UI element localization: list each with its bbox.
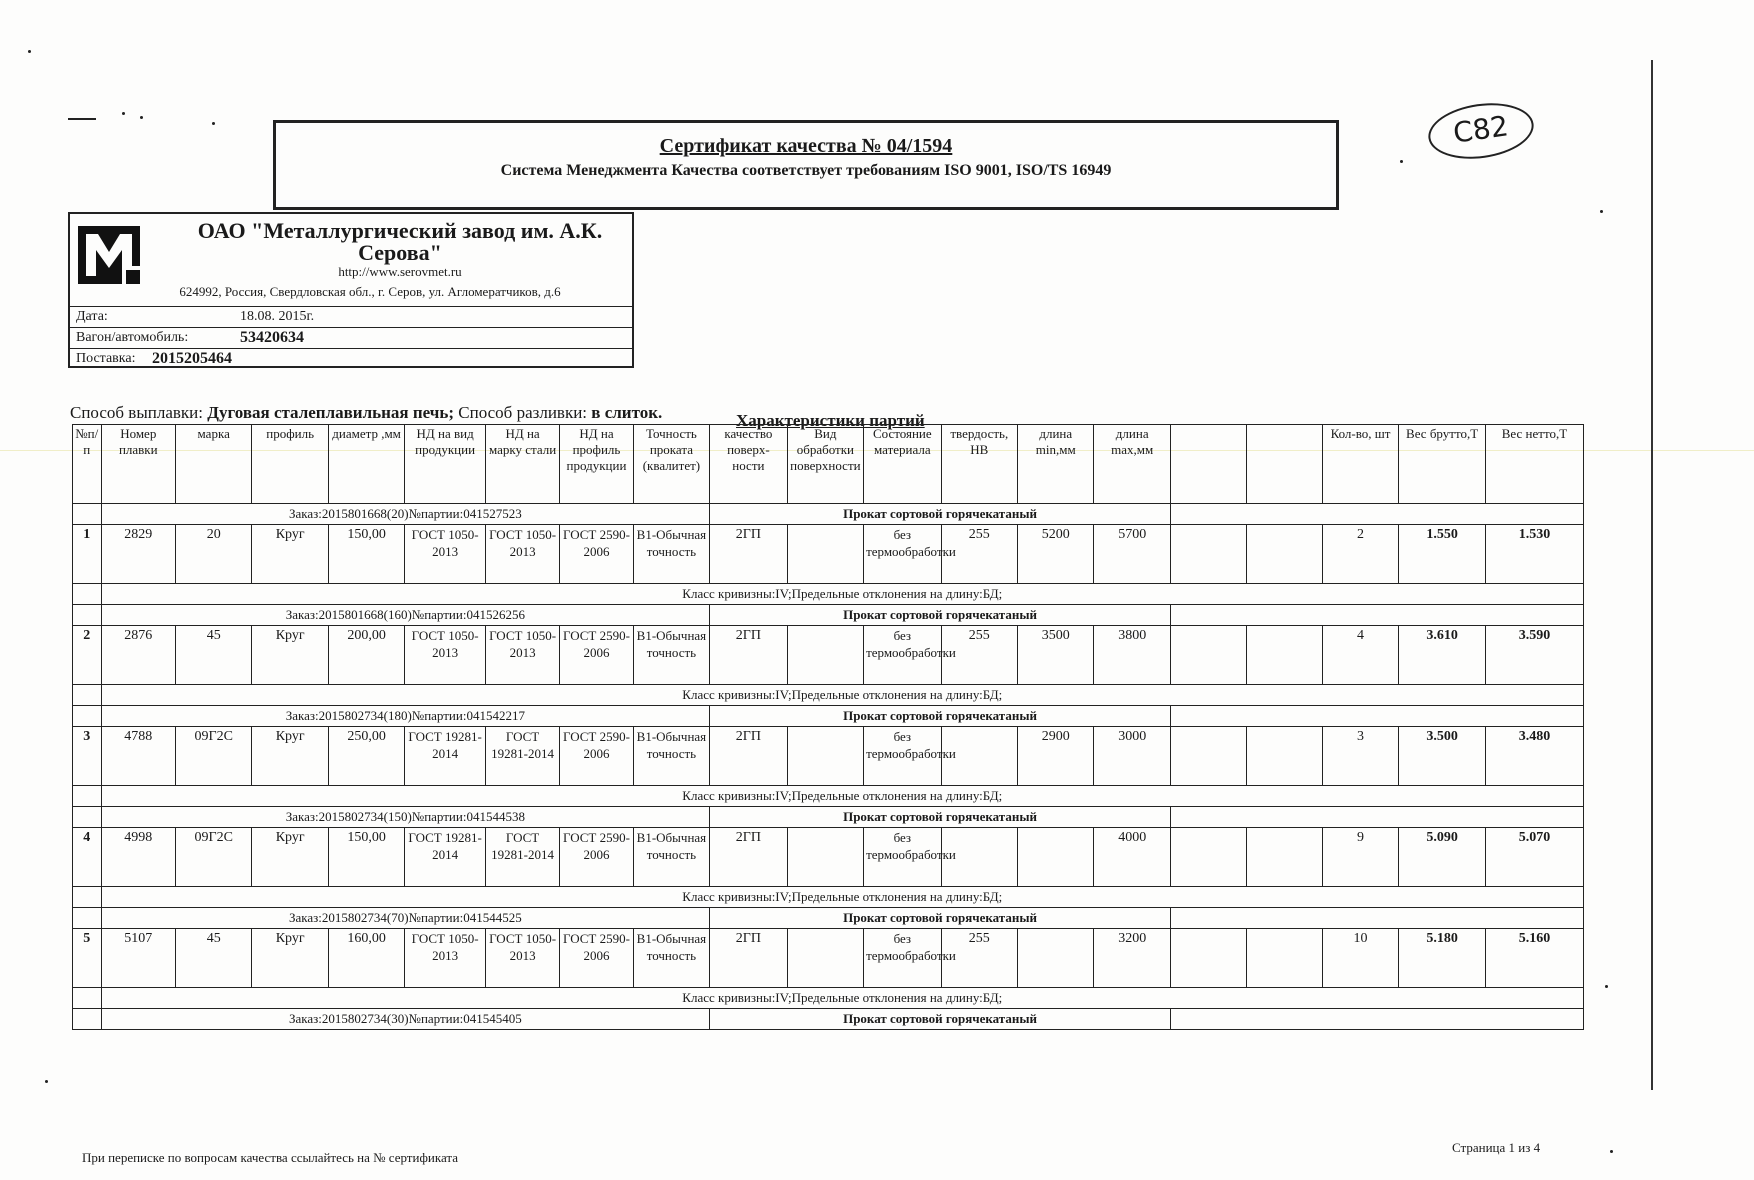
cell-qty: 9 bbox=[1322, 828, 1398, 887]
column-header: Вес нетто,Т bbox=[1485, 425, 1583, 504]
cell-accuracy: В1-Обычная точность bbox=[633, 929, 709, 988]
cell-nd-product: ГОСТ 1050-2013 bbox=[405, 929, 486, 988]
order-row bbox=[73, 504, 1584, 525]
curvature-note: Класс кривизны:IV;Предельные отклонения на длину:БД; bbox=[101, 887, 1583, 908]
cell-gross: 3.500 bbox=[1399, 727, 1486, 786]
scan-mark bbox=[122, 112, 125, 115]
cell-qty: 4 bbox=[1322, 626, 1398, 685]
cell-n: 2 bbox=[73, 626, 102, 685]
cell-state: без термообработки bbox=[864, 626, 941, 685]
smelt-value: Дуговая сталеплавильная печь; bbox=[207, 403, 455, 422]
cell-nd-product: ГОСТ 1050-2013 bbox=[405, 525, 486, 584]
cell-net: 3.480 bbox=[1485, 727, 1583, 786]
cell-profile: Круг bbox=[252, 525, 328, 584]
cell-nd-profile: ГОСТ 2590-2006 bbox=[560, 828, 633, 887]
order-number: Заказ:2015801668(20)№партии:041527523 bbox=[101, 504, 710, 525]
cell-len-min bbox=[1018, 929, 1094, 988]
cell-nd-profile: ГОСТ 2590-2006 bbox=[560, 727, 633, 786]
order-row bbox=[73, 605, 1584, 626]
cell-len-min: 3500 bbox=[1018, 626, 1094, 685]
cell-diameter: 160,00 bbox=[328, 929, 404, 988]
company-block bbox=[68, 212, 634, 368]
cell-empty bbox=[1170, 929, 1246, 988]
column-header: твердость, НВ bbox=[941, 425, 1017, 504]
cell-accuracy: В1-Обычная точность bbox=[633, 727, 709, 786]
column-header: длина min,мм bbox=[1018, 425, 1094, 504]
note-spacer bbox=[73, 887, 102, 908]
curvature-note: Класс кривизны:IV;Предельные отклонения на длину:БД; bbox=[101, 685, 1583, 706]
cell-heat: 4788 bbox=[101, 727, 175, 786]
cell-empty bbox=[1170, 727, 1246, 786]
order-row bbox=[73, 1009, 1584, 1030]
cell-empty bbox=[1247, 828, 1322, 887]
cell-surface: 2ГП bbox=[710, 929, 787, 988]
cell-nd-steel: ГОСТ 1050-2013 bbox=[485, 626, 559, 685]
column-header: НД на вид продукции bbox=[405, 425, 486, 504]
batch-table bbox=[72, 424, 1584, 1030]
order-spacer bbox=[73, 706, 102, 727]
company-address: 624992, Россия, Свердловская обл., г. Серов, ул. Агломератчиков, д.6 bbox=[179, 284, 561, 299]
cell-n: 4 bbox=[73, 828, 102, 887]
cell-grade: 45 bbox=[175, 929, 251, 988]
cell-diameter: 150,00 bbox=[328, 828, 404, 887]
cast-label: Способ разливки: bbox=[458, 403, 588, 422]
table-row bbox=[73, 828, 1584, 887]
order-number: Заказ:2015801668(160)№партии:041526256 bbox=[101, 605, 710, 626]
cell-diameter: 150,00 bbox=[328, 525, 404, 584]
cell-treatment bbox=[787, 929, 863, 988]
handwritten-stamp: С82 bbox=[1425, 97, 1537, 165]
order-spacer bbox=[1170, 807, 1583, 828]
cell-nd-profile: ГОСТ 2590-2006 bbox=[560, 525, 633, 584]
company-logo-icon bbox=[78, 226, 140, 284]
production-method bbox=[70, 403, 662, 423]
order-spacer bbox=[1170, 908, 1583, 929]
cell-surface: 2ГП bbox=[710, 626, 787, 685]
order-number: Заказ:2015802734(30)№партии:041545405 bbox=[101, 1009, 710, 1030]
table-row bbox=[73, 525, 1584, 584]
cell-empty bbox=[1170, 828, 1246, 887]
date-value: 18.08. 2015г. bbox=[240, 309, 315, 324]
cell-qty: 3 bbox=[1322, 727, 1398, 786]
cell-surface: 2ГП bbox=[710, 525, 787, 584]
cell-profile: Круг bbox=[252, 626, 328, 685]
cell-gross: 1.550 bbox=[1399, 525, 1486, 584]
note-spacer bbox=[73, 685, 102, 706]
scan-mark bbox=[140, 116, 143, 119]
cell-state: без термообработки bbox=[864, 525, 941, 584]
cell-nd-product: ГОСТ 1050-2013 bbox=[405, 626, 486, 685]
note-row bbox=[73, 988, 1584, 1009]
product-type: Прокат сортовой горячекатаный bbox=[710, 504, 1171, 525]
table-row bbox=[73, 626, 1584, 685]
order-spacer bbox=[1170, 1009, 1583, 1030]
product-type: Прокат сортовой горячекатаный bbox=[710, 807, 1171, 828]
cell-n: 5 bbox=[73, 929, 102, 988]
order-row bbox=[73, 908, 1584, 929]
certificate-header bbox=[273, 120, 1339, 210]
cell-profile: Круг bbox=[252, 828, 328, 887]
cell-net: 3.590 bbox=[1485, 626, 1583, 685]
order-spacer bbox=[73, 807, 102, 828]
delivery-row bbox=[70, 348, 632, 369]
cell-state: без термообработки bbox=[864, 828, 941, 887]
page-edge bbox=[1651, 60, 1653, 1090]
cell-treatment bbox=[787, 626, 863, 685]
scan-mark bbox=[1400, 160, 1403, 163]
column-header: Вес брутто,Т bbox=[1399, 425, 1486, 504]
curvature-note: Класс кривизны:IV;Предельные отклонения на длину:БД; bbox=[101, 786, 1583, 807]
curvature-note: Класс кривизны:IV;Предельные отклонения на длину:БД; bbox=[101, 584, 1583, 605]
scan-mark bbox=[1605, 985, 1608, 988]
cell-accuracy: В1-Обычная точность bbox=[633, 828, 709, 887]
order-number: Заказ:2015802734(70)№партии:041544525 bbox=[101, 908, 710, 929]
order-number: Заказ:2015802734(150)№партии:041544538 bbox=[101, 807, 710, 828]
note-spacer bbox=[73, 988, 102, 1009]
cell-hardness: 255 bbox=[941, 525, 1017, 584]
certificate-subtitle: Система Менеджмента Качества соответствует требованиям ISO 9001, ISO/TS 16949 bbox=[500, 162, 1112, 179]
cell-nd-product: ГОСТ 19281-2014 bbox=[405, 828, 486, 887]
cell-accuracy: В1-Обычная точность bbox=[633, 525, 709, 584]
product-type: Прокат сортовой горячекатаный bbox=[710, 908, 1171, 929]
cell-nd-steel: ГОСТ 1050-2013 bbox=[485, 929, 559, 988]
date-label: Дата: bbox=[76, 309, 108, 324]
cell-len-max: 3800 bbox=[1094, 626, 1170, 685]
wagon-label: Вагон/автомобиль: bbox=[76, 330, 189, 345]
wagon-value: 53420634 bbox=[240, 329, 304, 346]
cell-len-min bbox=[1018, 828, 1094, 887]
scan-mark bbox=[212, 122, 215, 125]
order-spacer bbox=[73, 504, 102, 525]
cell-empty bbox=[1170, 525, 1246, 584]
cell-len-min: 2900 bbox=[1018, 727, 1094, 786]
column-header: профиль bbox=[252, 425, 328, 504]
footer-note: При переписке по вопросам качества ссылайтесь на № сертификата bbox=[82, 1150, 458, 1165]
cell-grade: 09Г2С bbox=[175, 828, 251, 887]
order-number: Заказ:2015802734(180)№партии:041542217 bbox=[101, 706, 710, 727]
cell-diameter: 200,00 bbox=[328, 626, 404, 685]
note-spacer bbox=[73, 786, 102, 807]
certificate-title: Сертификат качества № 04/1594 bbox=[659, 135, 953, 157]
cell-heat: 5107 bbox=[101, 929, 175, 988]
cell-accuracy: В1-Обычная точность bbox=[633, 626, 709, 685]
cell-len-max: 5700 bbox=[1094, 525, 1170, 584]
cell-nd-profile: ГОСТ 2590-2006 bbox=[560, 929, 633, 988]
cell-treatment bbox=[787, 828, 863, 887]
column-header: №п/п bbox=[73, 425, 102, 504]
column-header: Вид обработки поверхности bbox=[787, 425, 863, 504]
cell-grade: 09Г2С bbox=[175, 727, 251, 786]
order-spacer bbox=[1170, 706, 1583, 727]
scan-mark bbox=[45, 1080, 48, 1083]
scan-mark bbox=[1600, 210, 1603, 213]
order-row bbox=[73, 807, 1584, 828]
cell-len-max: 4000 bbox=[1094, 828, 1170, 887]
cell-qty: 2 bbox=[1322, 525, 1398, 584]
cell-net: 5.070 bbox=[1485, 828, 1583, 887]
cell-qty: 10 bbox=[1322, 929, 1398, 988]
cell-state: без термообработки bbox=[864, 727, 941, 786]
cell-surface: 2ГП bbox=[710, 727, 787, 786]
date-row bbox=[70, 306, 632, 327]
note-row bbox=[73, 685, 1584, 706]
cell-len-min: 5200 bbox=[1018, 525, 1094, 584]
cast-value: в слиток. bbox=[591, 403, 663, 422]
cell-state: без термообработки bbox=[864, 929, 941, 988]
product-type: Прокат сортовой горячекатаный bbox=[710, 1009, 1171, 1030]
cell-grade: 20 bbox=[175, 525, 251, 584]
column-header: длина max,мм bbox=[1094, 425, 1170, 504]
delivery-value: 2015205464 bbox=[152, 350, 232, 367]
table-row bbox=[73, 727, 1584, 786]
cell-net: 1.530 bbox=[1485, 525, 1583, 584]
column-header: качество поверх-ности bbox=[710, 425, 787, 504]
order-spacer bbox=[1170, 605, 1583, 626]
product-type: Прокат сортовой горячекатаный bbox=[710, 706, 1171, 727]
column-header: Состояние материала bbox=[864, 425, 941, 504]
cell-treatment bbox=[787, 727, 863, 786]
column-header: марка bbox=[175, 425, 251, 504]
note-row bbox=[73, 887, 1584, 908]
note-row bbox=[73, 786, 1584, 807]
scan-mark bbox=[1610, 1150, 1613, 1153]
cell-treatment bbox=[787, 525, 863, 584]
cell-nd-steel: ГОСТ 1050-2013 bbox=[485, 525, 559, 584]
cell-empty bbox=[1247, 727, 1322, 786]
order-spacer bbox=[73, 908, 102, 929]
curvature-note: Класс кривизны:IV;Предельные отклонения на длину:БД; bbox=[101, 988, 1583, 1009]
column-header: Точность проката (квалитет) bbox=[633, 425, 709, 504]
cell-n: 1 bbox=[73, 525, 102, 584]
cell-grade: 45 bbox=[175, 626, 251, 685]
column-header bbox=[1170, 425, 1246, 504]
scan-mark bbox=[28, 50, 31, 53]
column-header bbox=[1247, 425, 1322, 504]
cell-n: 3 bbox=[73, 727, 102, 786]
cell-net: 5.160 bbox=[1485, 929, 1583, 988]
table-header-row bbox=[73, 425, 1584, 504]
column-header: Кол-во, шт bbox=[1322, 425, 1398, 504]
cell-empty bbox=[1170, 626, 1246, 685]
order-spacer bbox=[73, 605, 102, 626]
column-header: НД на профиль продукции bbox=[560, 425, 633, 504]
cell-surface: 2ГП bbox=[710, 828, 787, 887]
cell-nd-profile: ГОСТ 2590-2006 bbox=[560, 626, 633, 685]
delivery-label: Поставка: bbox=[76, 351, 136, 366]
cell-empty bbox=[1247, 929, 1322, 988]
cell-profile: Круг bbox=[252, 727, 328, 786]
order-spacer bbox=[1170, 504, 1583, 525]
cell-nd-steel: ГОСТ 19281-2014 bbox=[485, 727, 559, 786]
table-row bbox=[73, 929, 1584, 988]
note-row bbox=[73, 584, 1584, 605]
smelt-label: Способ выплавки: bbox=[70, 403, 203, 422]
column-header: диаметр ,мм bbox=[328, 425, 404, 504]
cell-nd-product: ГОСТ 19281-2014 bbox=[405, 727, 486, 786]
cell-empty bbox=[1247, 626, 1322, 685]
cell-len-max: 3200 bbox=[1094, 929, 1170, 988]
page-number: Страница 1 из 4 bbox=[1452, 1140, 1541, 1155]
cell-hardness: 255 bbox=[941, 929, 1017, 988]
company-name: ОАО "Металлургический завод им. А.К. Серова" bbox=[197, 218, 603, 265]
column-header: Номер плавки bbox=[101, 425, 175, 504]
cell-gross: 3.610 bbox=[1399, 626, 1486, 685]
order-spacer bbox=[73, 1009, 102, 1030]
cell-hardness: 255 bbox=[941, 626, 1017, 685]
cell-empty bbox=[1247, 525, 1322, 584]
cell-heat: 2829 bbox=[101, 525, 175, 584]
cell-heat: 2876 bbox=[101, 626, 175, 685]
cell-gross: 5.180 bbox=[1399, 929, 1486, 988]
cell-gross: 5.090 bbox=[1399, 828, 1486, 887]
column-header: НД на марку стали bbox=[485, 425, 559, 504]
wagon-row bbox=[70, 327, 632, 348]
cell-heat: 4998 bbox=[101, 828, 175, 887]
table-title: Характеристики партий bbox=[736, 411, 925, 430]
cell-len-max: 3000 bbox=[1094, 727, 1170, 786]
cell-diameter: 250,00 bbox=[328, 727, 404, 786]
cell-nd-steel: ГОСТ 19281-2014 bbox=[485, 828, 559, 887]
product-type: Прокат сортовой горячекатаный bbox=[710, 605, 1171, 626]
scan-mark bbox=[68, 118, 96, 120]
company-url: http://www.serovmet.ru bbox=[338, 264, 462, 279]
note-spacer bbox=[73, 584, 102, 605]
order-row bbox=[73, 706, 1584, 727]
cell-profile: Круг bbox=[252, 929, 328, 988]
